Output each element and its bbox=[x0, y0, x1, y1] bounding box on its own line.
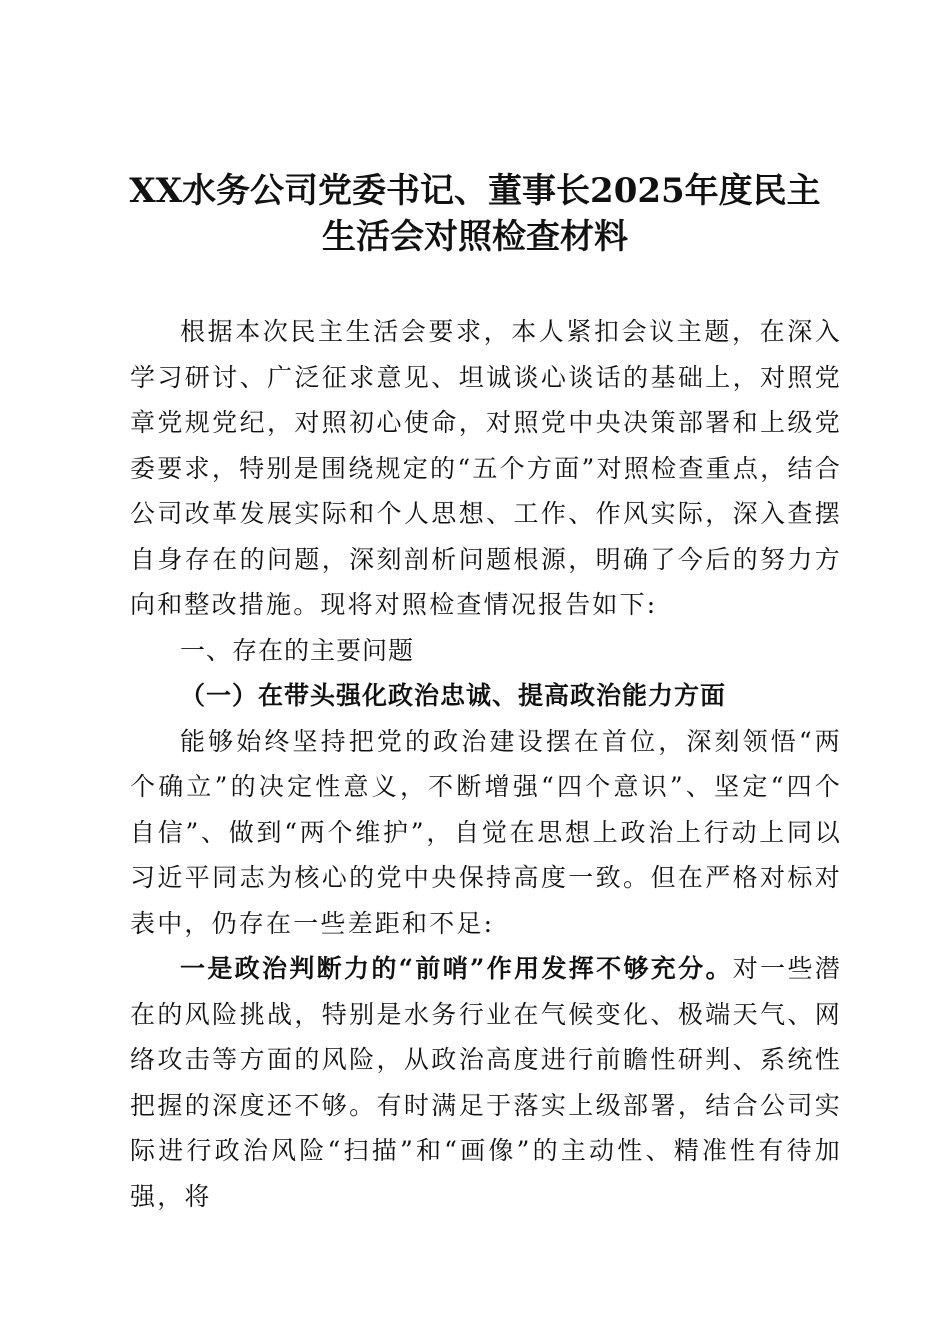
title-line-2: 生活会对照检查材料 bbox=[322, 217, 628, 257]
point-1-lead: 一是政治判断力的“前哨”作用发挥不够充分。 bbox=[180, 954, 733, 983]
title-line-1: XX水务公司党委书记、董事长2025年度民主 bbox=[129, 171, 821, 211]
subsection-1-paragraph: 能够始终坚持把党的政治建设摆在首位，深刻领悟“两个确立”的决定性意义，不断增强“四个意识”、坚定“四个自信”、做到“两个维护”，自觉在思想上政治上行动上同以习近平同志为核心的党中央保持高度一致。但在严格对标对表中，仍存在一些差距和不足: bbox=[130, 726, 842, 938]
intro-paragraph: 根据本次民主生活会要求，本人紧扣会议主题，在深入学习研讨、广泛征求意见、坦诚谈心谈话的基础上，对照党章党规党纪，对照初心使命，对照党中央决策部署和上级党委要求，特别是围绕规定的“五个方面”对照检查重点，结合公司改革发展实际和个人思想、工作、作风实际，深入查摆自身存在的问题，深刻剖析问题根源，明确了今后的努力方向和整改措施。现将对照检查情况报告如下: bbox=[130, 317, 842, 619]
document-body bbox=[130, 309, 842, 1219]
point-1-text: 对一些潜在的风险挑战，特别是水务行业在气候变化、极端天气、网络攻击等方面的风险，从政治高度进行前瞻性研判、系统性把握的深度还不够。有时满足于落实上级部署，结合公司实际进行政治风险“扫描”和“画像”的主动性、精准性有待加强，将 bbox=[130, 954, 842, 1211]
point-1-paragraph bbox=[130, 946, 842, 1219]
section-heading-1: 一、存在的主要问题 bbox=[180, 635, 415, 665]
subsection-heading-1: （一）在带头强化政治忠诚、提高政治能力方面 bbox=[180, 681, 727, 710]
document-title bbox=[100, 168, 850, 260]
